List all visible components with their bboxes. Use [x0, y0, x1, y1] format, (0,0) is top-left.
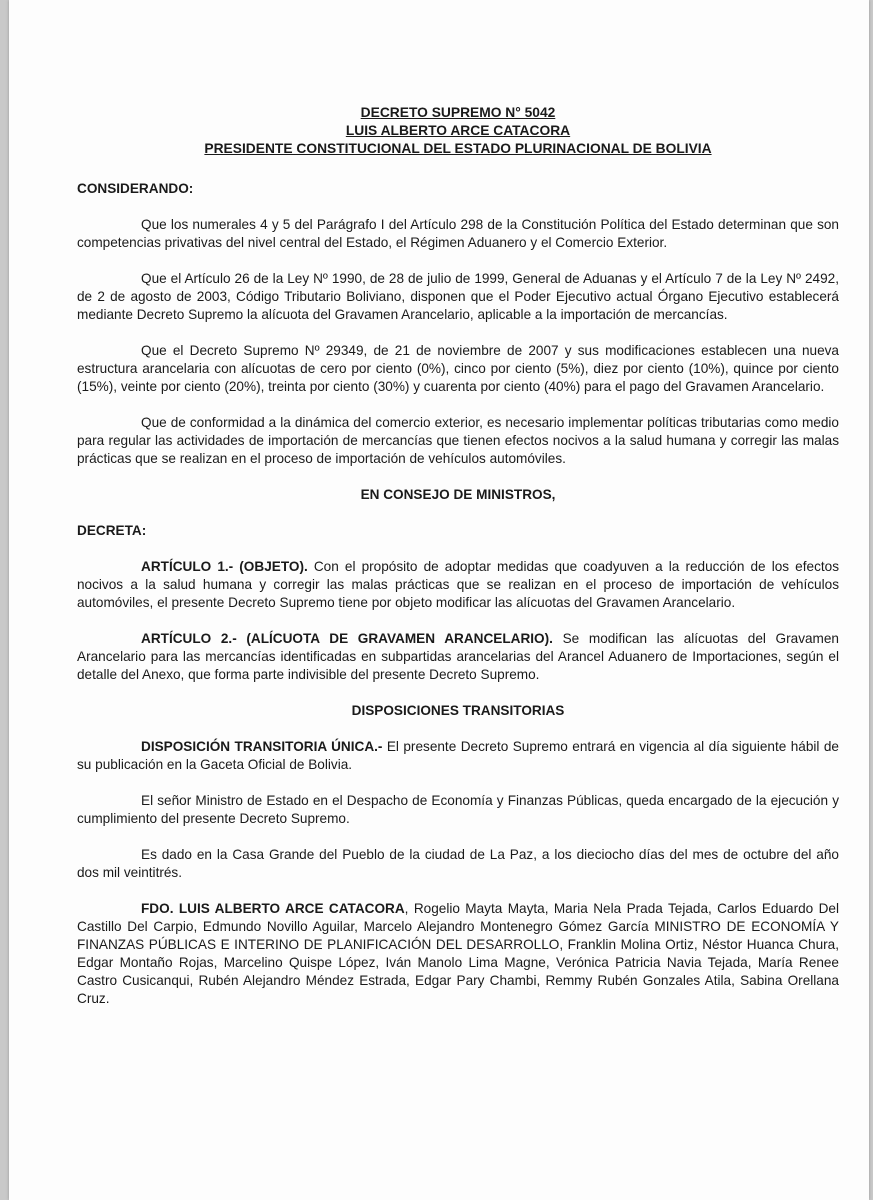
- transitorias-heading: DISPOSICIONES TRANSITORIAS: [351, 703, 565, 718]
- considerando-paragraph-3: Que el Decreto Supremo Nº 29349, de 21 de noviembre de 2007 y sus modificaciones establecen una nueva estructura arancelaria con alícuotas de cero por ciento (0%), cinco por ciento (5%), diez por ciento (10%), quince por ciento (15%), veinte por ciento (20%), treinta por ciento (30%) y cuarenta por ciento (40%) para el pago del Gravamen Arancelario.: [77, 343, 839, 394]
- signatories: [77, 900, 839, 1008]
- document-page: [9, 0, 869, 1200]
- closing-paragraph-2: Es dado en la Casa Grande del Pueblo de la ciudad de La Paz, a los dieciocho días del mes de octubre del año dos mil veintitrés.: [77, 847, 839, 880]
- considerando-label: CONSIDERANDO:: [77, 181, 194, 196]
- disposicion-transitoria: [77, 738, 839, 774]
- articulo-2-text: Se modifican las alícuotas del Gravamen Arancelario para las mercancías identificadas en subpartidas arancelarias del Arancel Aduanero de Importaciones, según el detalle del Anexo, que forma parte indivisible del presente Decreto Supremo.: [77, 631, 839, 682]
- articulo-1: [77, 558, 839, 612]
- considerando-paragraph-1: Que los numerales 4 y 5 del Parágrafo I del Artículo 298 de la Constitución Política del Estado determinan que son competencias privativas del nivel central del Estado, el Régimen Aduanero y el Comercio Exterior.: [77, 217, 839, 250]
- disposicion-text: El presente Decreto Supremo entrará en vigencia al día siguiente hábil de su publicación en la Gaceta Oficial de Bolivia.: [77, 739, 839, 772]
- consejo-heading: EN CONSEJO DE MINISTROS,: [360, 487, 556, 502]
- document-body: [77, 104, 839, 1008]
- decree-number: DECRETO SUPREMO N° 5042: [360, 105, 556, 120]
- signatories-lead: FDO. LUIS ALBERTO ARCE CATACORA: [141, 901, 405, 916]
- president-name: LUIS ALBERTO ARCE CATACORA: [345, 123, 571, 138]
- articulo-1-title: ARTÍCULO 1.- (OBJETO).: [141, 559, 308, 574]
- considerando-paragraph-2: Que el Artículo 26 de la Ley Nº 1990, de 28 de julio de 1999, General de Aduanas y el Artículo 7 de la Ley Nº 2492, de 2 de agosto de 2003, Código Tributario Boliviano, disponen que el Poder Ejecutivo actual Órgano Ejecutivo establecerá mediante Decreto Supremo la alícuota del Gravamen Arancelario, aplicable a la importación de mercancías.: [77, 271, 839, 322]
- considerando-paragraph-4: Que de conformidad a la dinámica del comercio exterior, es necesario implementar políticas tributarias como medio para regular las actividades de importación de mercancías que tienen efectos nocivos a la salud humana y corregir las malas prácticas que se realizan en el proceso de importación de vehículos automóviles.: [77, 415, 839, 466]
- closing-paragraph-1: El señor Ministro de Estado en el Despacho de Economía y Finanzas Públicas, queda encargado de la ejecución y cumplimiento del presente Decreto Supremo.: [77, 793, 839, 826]
- signatories-list: , Rogelio Mayta Mayta, Maria Nela Prada Tejada, Carlos Eduardo Del Castillo Del Carpio, Edmundo Novillo Aguilar, Marcelo Alejandro Montenegro Gómez García MINISTRO DE ECONOMÍA Y FINANZAS PÚBLICAS E INTERINO DE PLANIFICACIÓN DEL DESARROLLO, Franklin Molina Ortiz, Néstor Huanca Chura, Edgar Montaño Rojas, Marcelino Quispe López, Iván Manolo Lima Magne, Verónica Patricia Navia Tejada, María Renee Castro Cusicanqui, Rubén Alejandro Méndez Estrada, Edgar Pary Chambi, Remmy Rubén Gonzales Atila, Sabina Orellana Cruz.: [77, 901, 840, 1006]
- president-title: PRESIDENTE CONSTITUCIONAL DEL ESTADO PLURINACIONAL DE BOLIVIA: [204, 141, 712, 156]
- articulo-2-title: ARTÍCULO 2.- (ALÍCUOTA DE GRAVAMEN ARANCELARIO).: [141, 631, 553, 646]
- articulo-2: [77, 630, 839, 684]
- articulo-1-text: Con el propósito de adoptar medidas que coadyuven a la reducción de los efectos nocivos a la salud humana y corregir las malas prácticas que se realizan en el proceso de importación de vehículos automóviles, el presente Decreto Supremo tiene por objeto modificar las alícuotas del Gravamen Arancelario.: [77, 559, 839, 610]
- decreta-label: DECRETA:: [77, 523, 147, 538]
- disposicion-title: DISPOSICIÓN TRANSITORIA ÚNICA.-: [141, 739, 383, 754]
